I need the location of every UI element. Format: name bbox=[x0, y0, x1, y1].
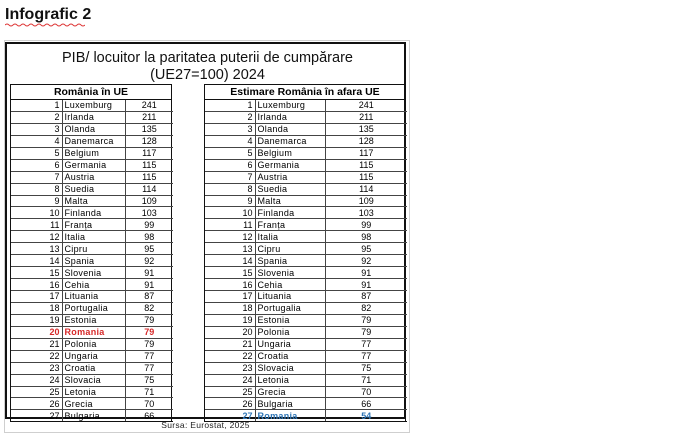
rank-cell: 21 bbox=[11, 338, 62, 350]
table-row bbox=[11, 100, 173, 111]
country-cell: Germania bbox=[62, 159, 125, 171]
table-row bbox=[205, 159, 407, 171]
country-cell: Luxemburg bbox=[62, 100, 125, 111]
country-cell: Estonia bbox=[255, 314, 325, 326]
table-row bbox=[205, 338, 407, 350]
table-row bbox=[205, 183, 407, 195]
country-cell: Danemarca bbox=[62, 135, 125, 147]
rank-cell: 7 bbox=[11, 171, 62, 183]
table-row bbox=[11, 255, 173, 267]
rank-cell: 18 bbox=[11, 302, 62, 314]
country-cell: Ungaria bbox=[255, 338, 325, 350]
country-cell: Bulgaria bbox=[62, 410, 125, 422]
rank-cell: 22 bbox=[205, 350, 255, 362]
value-cell: 75 bbox=[125, 374, 173, 386]
rank-cell: 2 bbox=[11, 111, 62, 123]
value-cell: 103 bbox=[125, 207, 173, 219]
value-cell: 98 bbox=[125, 231, 173, 243]
value-cell: 82 bbox=[325, 302, 407, 314]
value-cell: 71 bbox=[325, 374, 407, 386]
rank-cell: 17 bbox=[11, 291, 62, 303]
value-cell: 95 bbox=[125, 243, 173, 255]
country-cell: Austria bbox=[255, 171, 325, 183]
value-cell: 115 bbox=[325, 171, 407, 183]
table-row bbox=[205, 350, 407, 362]
rank-cell: 2 bbox=[205, 111, 255, 123]
country-cell: Letonia bbox=[255, 374, 325, 386]
rank-cell: 5 bbox=[205, 147, 255, 159]
table-row bbox=[11, 291, 173, 303]
spellcheck-underline bbox=[5, 23, 85, 27]
rank-cell: 14 bbox=[205, 255, 255, 267]
value-cell: 79 bbox=[125, 338, 173, 350]
rank-cell: 9 bbox=[11, 195, 62, 207]
country-cell: Portugalia bbox=[62, 302, 125, 314]
value-cell: 71 bbox=[125, 386, 173, 398]
rank-cell: 19 bbox=[205, 314, 255, 326]
value-cell: 98 bbox=[325, 231, 407, 243]
rank-cell: 26 bbox=[11, 398, 62, 410]
value-cell: 75 bbox=[325, 362, 407, 374]
country-cell: Croatia bbox=[62, 362, 125, 374]
country-cell: Olanda bbox=[62, 123, 125, 135]
country-cell: Slovenia bbox=[255, 267, 325, 279]
country-cell: Suedia bbox=[255, 183, 325, 195]
value-cell: 91 bbox=[325, 267, 407, 279]
table-romania-outside-eu bbox=[204, 84, 406, 422]
table-row bbox=[11, 326, 173, 338]
table-row bbox=[11, 314, 173, 326]
value-cell: 241 bbox=[125, 100, 173, 111]
table-row bbox=[11, 374, 173, 386]
value-cell: 117 bbox=[325, 147, 407, 159]
value-cell: 115 bbox=[125, 159, 173, 171]
rank-cell: 16 bbox=[11, 279, 62, 291]
rank-cell: 4 bbox=[11, 135, 62, 147]
table-row bbox=[205, 386, 407, 398]
table-row bbox=[205, 362, 407, 374]
value-cell: 128 bbox=[325, 135, 407, 147]
country-cell: Luxemburg bbox=[255, 100, 325, 111]
rank-cell: 11 bbox=[11, 219, 62, 231]
country-cell: Cehia bbox=[62, 279, 125, 291]
table-row bbox=[205, 171, 407, 183]
value-cell: 99 bbox=[125, 219, 173, 231]
table-row bbox=[11, 398, 173, 410]
value-cell: 79 bbox=[325, 326, 407, 338]
ranking-table-right bbox=[205, 100, 407, 422]
country-cell: Lituania bbox=[255, 291, 325, 303]
table-row bbox=[11, 207, 173, 219]
rank-cell: 24 bbox=[11, 374, 62, 386]
table-row bbox=[205, 267, 407, 279]
table-row bbox=[11, 111, 173, 123]
country-cell: Belgium bbox=[62, 147, 125, 159]
rank-cell: 27 bbox=[205, 410, 255, 422]
table-row bbox=[205, 374, 407, 386]
table-row bbox=[205, 255, 407, 267]
table-row bbox=[11, 302, 173, 314]
infographic-subtitle: (UE27=100) 2024 bbox=[150, 67, 265, 83]
rank-cell: 5 bbox=[11, 147, 62, 159]
rank-cell: 21 bbox=[205, 338, 255, 350]
table-row bbox=[205, 195, 407, 207]
country-cell: Bulgaria bbox=[255, 398, 325, 410]
country-cell: Romania bbox=[62, 326, 125, 338]
country-cell: Suedia bbox=[62, 183, 125, 195]
rank-cell: 23 bbox=[11, 362, 62, 374]
rank-cell: 26 bbox=[205, 398, 255, 410]
country-cell: Germania bbox=[255, 159, 325, 171]
table-header-left: România în UE bbox=[11, 84, 171, 100]
table-row bbox=[11, 195, 173, 207]
table-row bbox=[205, 279, 407, 291]
table-row bbox=[11, 123, 173, 135]
rank-cell: 3 bbox=[11, 123, 62, 135]
rank-cell: 12 bbox=[205, 231, 255, 243]
value-cell: 87 bbox=[125, 291, 173, 303]
ranking-table-left bbox=[11, 100, 173, 422]
table-row bbox=[205, 111, 407, 123]
value-cell: 135 bbox=[125, 123, 173, 135]
country-cell: Romania bbox=[255, 410, 325, 422]
infographic-frame bbox=[5, 42, 406, 419]
country-cell: Finlanda bbox=[255, 207, 325, 219]
table-row bbox=[11, 350, 173, 362]
value-cell: 70 bbox=[325, 386, 407, 398]
table-row bbox=[11, 279, 173, 291]
rank-cell: 8 bbox=[11, 183, 62, 195]
rank-cell: 25 bbox=[205, 386, 255, 398]
table-row bbox=[11, 135, 173, 147]
table-row bbox=[11, 219, 173, 231]
country-cell: Slovenia bbox=[62, 267, 125, 279]
country-cell: Spania bbox=[62, 255, 125, 267]
source-note: Sursa: Eurostat, 2025 bbox=[161, 420, 250, 430]
value-cell: 99 bbox=[325, 219, 407, 231]
table-row bbox=[205, 314, 407, 326]
table-row bbox=[11, 243, 173, 255]
table-row bbox=[205, 243, 407, 255]
rank-cell: 24 bbox=[205, 374, 255, 386]
value-cell: 128 bbox=[125, 135, 173, 147]
country-cell: Belgium bbox=[255, 147, 325, 159]
value-cell: 79 bbox=[125, 314, 173, 326]
rank-cell: 1 bbox=[205, 100, 255, 111]
value-cell: 92 bbox=[125, 255, 173, 267]
country-cell: Cipru bbox=[62, 243, 125, 255]
value-cell: 115 bbox=[125, 171, 173, 183]
country-cell: Irlanda bbox=[255, 111, 325, 123]
rank-cell: 16 bbox=[205, 279, 255, 291]
table-row bbox=[11, 267, 173, 279]
country-cell: Cipru bbox=[255, 243, 325, 255]
rank-cell: 9 bbox=[205, 195, 255, 207]
country-cell: Polonia bbox=[62, 338, 125, 350]
country-cell: Malta bbox=[255, 195, 325, 207]
value-cell: 79 bbox=[125, 326, 173, 338]
country-cell: Slovacia bbox=[255, 362, 325, 374]
country-cell: Polonia bbox=[255, 326, 325, 338]
country-cell: Grecia bbox=[62, 398, 125, 410]
country-cell: Portugalia bbox=[255, 302, 325, 314]
rank-cell: 10 bbox=[11, 207, 62, 219]
rank-cell: 7 bbox=[205, 171, 255, 183]
table-row bbox=[11, 183, 173, 195]
table-row bbox=[205, 326, 407, 338]
value-cell: 70 bbox=[125, 398, 173, 410]
country-cell: Italia bbox=[62, 231, 125, 243]
value-cell: 92 bbox=[325, 255, 407, 267]
value-cell: 117 bbox=[125, 147, 173, 159]
table-row bbox=[205, 100, 407, 111]
table-row bbox=[11, 171, 173, 183]
rank-cell: 3 bbox=[205, 123, 255, 135]
rank-cell: 15 bbox=[11, 267, 62, 279]
country-cell: Franța bbox=[255, 219, 325, 231]
table-row bbox=[205, 231, 407, 243]
value-cell: 114 bbox=[325, 183, 407, 195]
rank-cell: 13 bbox=[11, 243, 62, 255]
value-cell: 241 bbox=[325, 100, 407, 111]
country-cell: Franța bbox=[62, 219, 125, 231]
value-cell: 211 bbox=[125, 111, 173, 123]
page-heading: Infografic 2 bbox=[5, 6, 92, 23]
table-row bbox=[11, 362, 173, 374]
value-cell: 91 bbox=[125, 279, 173, 291]
value-cell: 77 bbox=[325, 350, 407, 362]
country-cell: Italia bbox=[255, 231, 325, 243]
table-row bbox=[205, 123, 407, 135]
value-cell: 79 bbox=[325, 314, 407, 326]
rank-cell: 20 bbox=[11, 326, 62, 338]
value-cell: 54 bbox=[325, 410, 407, 422]
table-row bbox=[205, 302, 407, 314]
rank-cell: 18 bbox=[205, 302, 255, 314]
country-cell: Ungaria bbox=[62, 350, 125, 362]
value-cell: 77 bbox=[325, 338, 407, 350]
country-cell: Letonia bbox=[62, 386, 125, 398]
table-row bbox=[205, 135, 407, 147]
table-row bbox=[205, 207, 407, 219]
value-cell: 87 bbox=[325, 291, 407, 303]
country-cell: Austria bbox=[62, 171, 125, 183]
rank-cell: 15 bbox=[205, 267, 255, 279]
rank-cell: 6 bbox=[11, 159, 62, 171]
country-cell: Grecia bbox=[255, 386, 325, 398]
rank-cell: 23 bbox=[205, 362, 255, 374]
rank-cell: 17 bbox=[205, 291, 255, 303]
country-cell: Slovacia bbox=[62, 374, 125, 386]
country-cell: Danemarca bbox=[255, 135, 325, 147]
value-cell: 135 bbox=[325, 123, 407, 135]
country-cell: Malta bbox=[62, 195, 125, 207]
country-cell: Irlanda bbox=[62, 111, 125, 123]
table-header-right: Estimare România în afara UE bbox=[205, 84, 405, 100]
rank-cell: 25 bbox=[11, 386, 62, 398]
country-cell: Finlanda bbox=[62, 207, 125, 219]
rank-cell: 20 bbox=[205, 326, 255, 338]
value-cell: 66 bbox=[325, 398, 407, 410]
value-cell: 77 bbox=[125, 362, 173, 374]
value-cell: 115 bbox=[325, 159, 407, 171]
table-row bbox=[205, 398, 407, 410]
value-cell: 91 bbox=[325, 279, 407, 291]
country-cell: Cehia bbox=[255, 279, 325, 291]
country-cell: Estonia bbox=[62, 314, 125, 326]
rank-cell: 14 bbox=[11, 255, 62, 267]
rank-cell: 12 bbox=[11, 231, 62, 243]
rank-cell: 4 bbox=[205, 135, 255, 147]
table-row bbox=[11, 231, 173, 243]
rank-cell: 13 bbox=[205, 243, 255, 255]
country-cell: Croatia bbox=[255, 350, 325, 362]
value-cell: 211 bbox=[325, 111, 407, 123]
country-cell: Lituania bbox=[62, 291, 125, 303]
country-cell: Olanda bbox=[255, 123, 325, 135]
rank-cell: 11 bbox=[205, 219, 255, 231]
value-cell: 82 bbox=[125, 302, 173, 314]
value-cell: 109 bbox=[325, 195, 407, 207]
gdp-infographic bbox=[4, 40, 410, 433]
rank-cell: 22 bbox=[11, 350, 62, 362]
table-romania-in-eu bbox=[10, 84, 172, 422]
table-row bbox=[205, 291, 407, 303]
value-cell: 91 bbox=[125, 267, 173, 279]
value-cell: 109 bbox=[125, 195, 173, 207]
rank-cell: 27 bbox=[11, 410, 62, 422]
country-cell: Spania bbox=[255, 255, 325, 267]
value-cell: 103 bbox=[325, 207, 407, 219]
value-cell: 66 bbox=[125, 410, 173, 422]
table-row bbox=[11, 338, 173, 350]
table-row bbox=[205, 147, 407, 159]
value-cell: 95 bbox=[325, 243, 407, 255]
rank-cell: 19 bbox=[11, 314, 62, 326]
table-row bbox=[11, 159, 173, 171]
infographic-title: PIB/ locuitor la paritatea puterii de cumpărare bbox=[62, 50, 353, 66]
value-cell: 114 bbox=[125, 183, 173, 195]
value-cell: 77 bbox=[125, 350, 173, 362]
table-row bbox=[205, 219, 407, 231]
rank-cell: 1 bbox=[11, 100, 62, 111]
rank-cell: 10 bbox=[205, 207, 255, 219]
table-row bbox=[11, 147, 173, 159]
rank-cell: 8 bbox=[205, 183, 255, 195]
table-row bbox=[11, 386, 173, 398]
rank-cell: 6 bbox=[205, 159, 255, 171]
